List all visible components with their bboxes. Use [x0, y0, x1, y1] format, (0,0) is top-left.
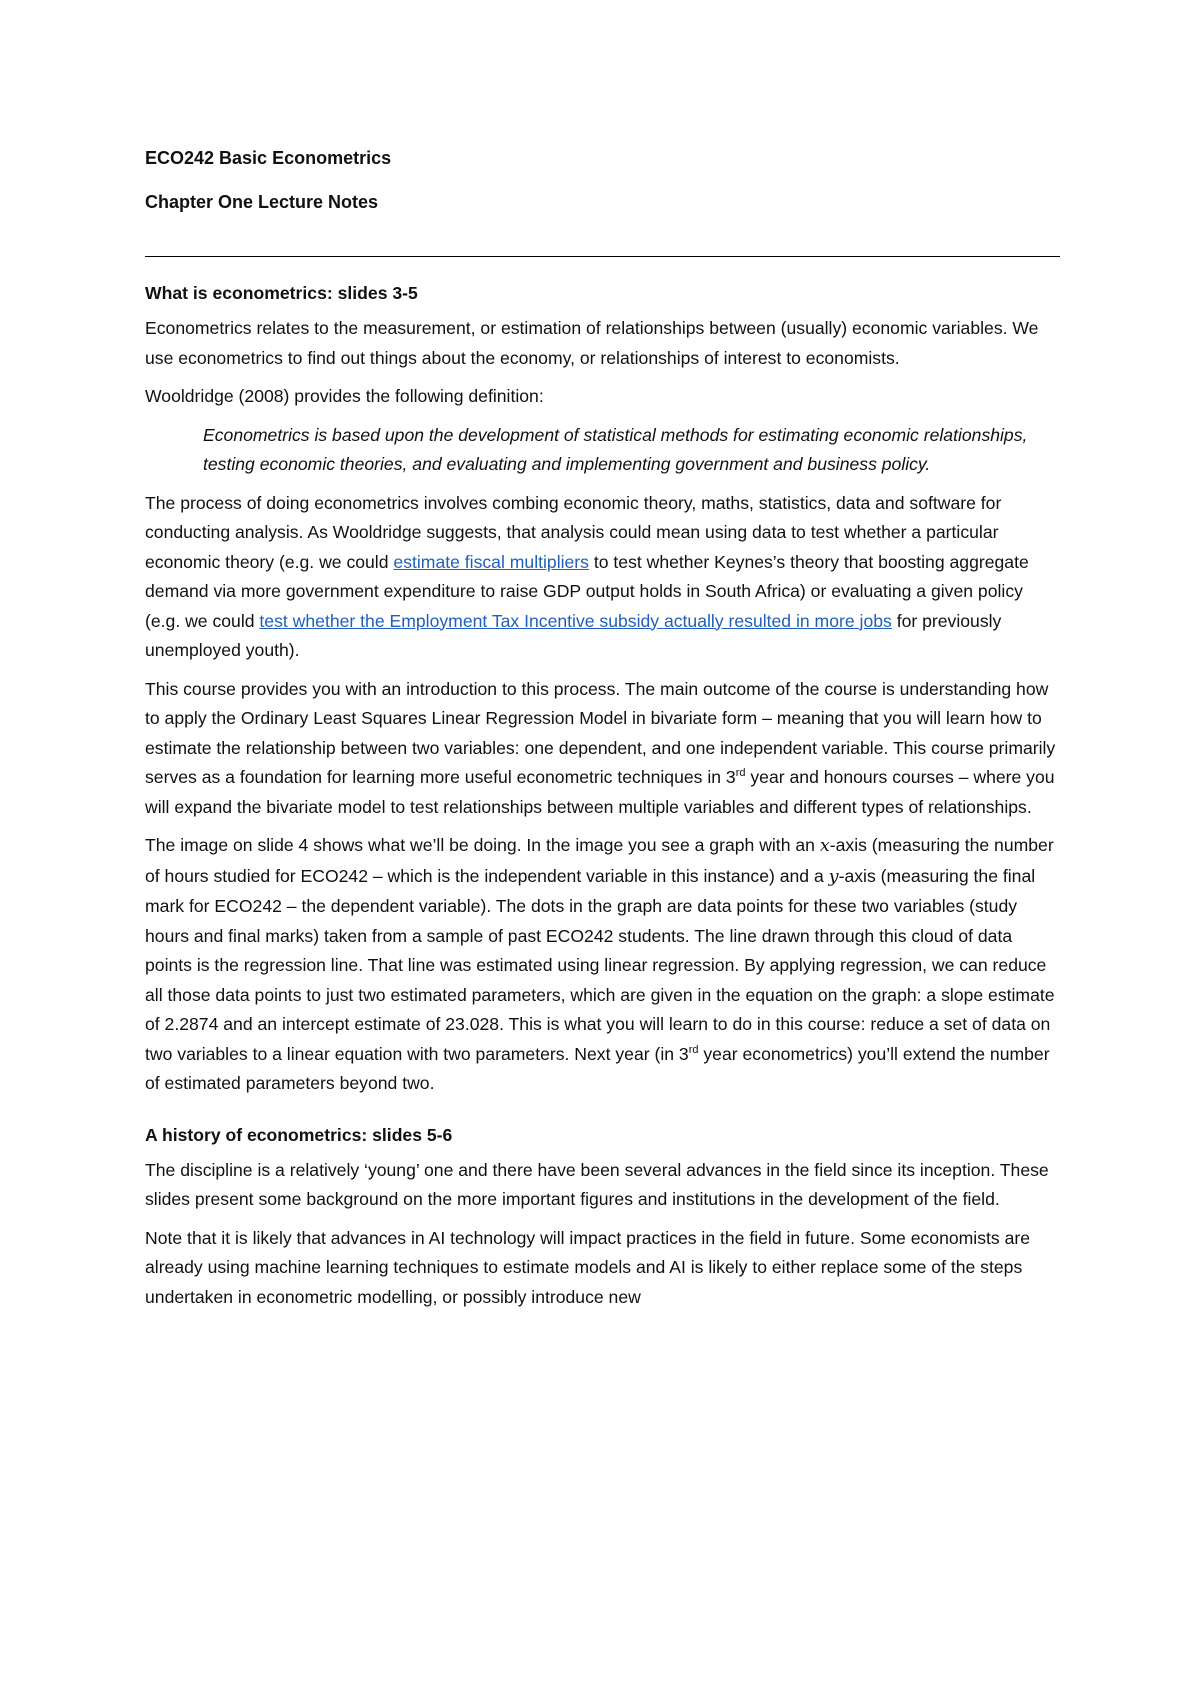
section-heading-what-is-econometrics: What is econometrics: slides 3-5: [145, 283, 418, 303]
paragraph-course-text-1: This course provides you with an introduction to this process. The main outcome of the course is understanding how to apply the Ordinary Least Squares Linear Regression Model in bivariate form – meaning that you will learn how to estimate the relationship between two variables: one dependent, and one independent variable. This course primarily serves as a foundation for learning more useful econometric techniques in 3: [145, 678, 1056, 787]
paragraph-slide-text-4: year econometrics) you’ll extend the number of estimated parameters beyond two.: [145, 1043, 1050, 1093]
paragraph-course-text-2: year and honours courses – where you will expand the bivariate model to test relationships between multiple variables and different types of relationships.: [145, 767, 1055, 817]
variable-x: x: [819, 836, 830, 856]
paragraph-slide-text-2: -axis (measuring the number of hours studied for ECO242 – which is the independent variable in this instance) and a: [145, 835, 1054, 886]
horizontal-rule: [145, 256, 1060, 257]
wooldridge-quote: Econometrics is based upon the development of statistical methods for estimating economic relationships, testing economic theories, and evaluating and implementing government and business policy.: [203, 424, 1028, 474]
paragraph-slide-text-3: -axis (measuring the final mark for ECO242 – the dependent variable). The dots in the graph are data points for these two variables (study hours and final marks) taken from a sample of past ECO242 students. The line drawn through this cloud of data points is the regression line. That line was estimated using linear regression. By applying regression, we can reduce all those data points to just two estimated parameters, which are given in the equation on the graph: a slope estimate of 2.2874 and an intercept estimate of 23.028. This is what you will learn to do in this course: reduce a set of data on two variables to a linear equation with two parameters. Next year (in 3: [145, 865, 1055, 1064]
link-estimate-fiscal-multipliers[interactable]: estimate fiscal multipliers: [393, 551, 589, 572]
paragraph-process: [145, 489, 1060, 666]
section-heading-history: A history of econometrics: slides 5-6: [145, 1124, 453, 1145]
paragraph-slide-4-image: [145, 831, 1060, 1099]
paragraph-history: The discipline is a relatively ‘young’ one and there have been several advances in the field since its inception. These slides present some background on the more important figures and institutions in the development of the field.: [145, 1159, 1049, 1209]
superscript-rd: rd: [735, 767, 746, 780]
document-page: [145, 140, 1060, 1312]
paragraph-process-text-1: The process of doing econometrics involves combing economic theory, maths, statistics, data and software for conducting analysis. As Wooldridge suggests, that analysis could mean using data to test whether a particular economic theory (e.g. we could: [145, 492, 1002, 572]
document-title: ECO242 Basic Econometrics: [145, 148, 392, 168]
variable-y: y: [828, 866, 839, 887]
paragraph-definition-intro: Econometrics relates to the measurement, or estimation of relationships between (usually) economic variables. We use econometrics to find out things about the economy, or relationships of interest to economists.: [145, 318, 1039, 368]
paragraph-process-text-2: to test whether Keynes’s theory that boosting aggregate demand via more government expenditure to raise GDP output holds in South Africa) or evaluating a given policy (e.g. we could: [145, 551, 1029, 631]
paragraph-course-intro: [145, 675, 1060, 823]
superscript-rd-2: rd: [688, 1043, 699, 1056]
paragraph-process-text-3: for previously unemployed youth).: [145, 610, 1002, 660]
link-employment-tax-incentive[interactable]: test whether the Employment Tax Incentive subsidy actually resulted in more jobs: [259, 610, 892, 631]
document-subtitle: Chapter One Lecture Notes: [145, 192, 379, 212]
paragraph-ai-note: Note that it is likely that advances in AI technology will impact practices in the field in future. Some economists are already using machine learning techniques to estimate models and AI is likely to either replace some of the steps undertaken in econometric modelling, or possibly introduce new: [145, 1227, 1031, 1307]
paragraph-wooldridge-intro: Wooldridge (2008) provides the following definition:: [145, 386, 544, 406]
paragraph-slide-text-1: The image on slide 4 shows what we’ll be doing. In the image you see a graph with an: [145, 835, 820, 855]
